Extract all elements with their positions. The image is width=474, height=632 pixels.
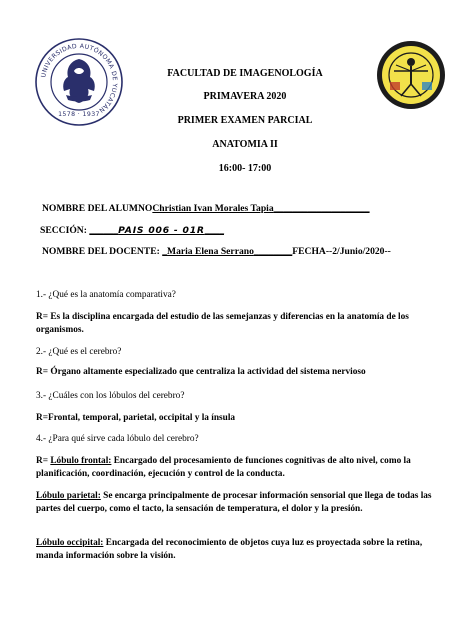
seal-year: 1578 · 1937: [58, 111, 100, 118]
answer-3: R=Frontal, temporal, parietal, occipital y la ínsula: [36, 413, 236, 423]
answer-4-frontal: R= Lóbulo frontal: Encargado del procesamiento de funciones cognitivas de alto nivel, como la planificación, coordinación, ejecución y control de la conducta.: [36, 456, 411, 479]
teacher-line: [42, 246, 391, 257]
question-4: 4.- ¿Para qué sirve cada lóbulo del cerebro?: [36, 434, 199, 444]
student-name-line: [42, 203, 370, 214]
exam-title: PRIMER EXAMEN PARCIAL: [177, 115, 313, 126]
term-frontal: Lóbulo frontal:: [50, 456, 112, 466]
term-title: PRIMAVERA 2020: [203, 91, 287, 102]
question-1: 1.- ¿Qué es la anatomía comparativa?: [36, 290, 176, 300]
term-parietal: Lóbulo parietal:: [36, 491, 101, 501]
exam-time: 16:00- 17:00: [218, 163, 272, 174]
seal-ring-text: UNIVERSIDAD AUTÓNOMA DE YUCATÁN: [40, 42, 119, 114]
answer-1: R= Es la disciplina encargada del estudio de las semejanzas y diferencias en la anatomía de los organismos.: [36, 312, 409, 335]
question-3: 3.- ¿Cuáles con los lóbulos del cerebro?: [36, 391, 185, 401]
teacher-value: _Maria Elena Serrano________: [162, 246, 293, 257]
section-label: SECCIÓN:: [40, 225, 87, 236]
section-value: ______PAIS 006 - 01R____: [89, 225, 224, 236]
subject-title: ANATOMIA II: [212, 139, 278, 150]
faculty-title: FACULTAD DE IMAGENOLOGÍA: [167, 68, 323, 79]
university-seal-logo: [34, 37, 124, 127]
student-name-label: NOMBRE DEL ALUMNO: [42, 203, 153, 214]
faculty-logo: [376, 40, 446, 110]
teacher-label: NOMBRE DEL DOCENTE:: [42, 246, 160, 257]
answer-4-parietal: Lóbulo parietal: Se encarga principalmente de procesar información sensorial que llega de todas las partes del cuerpo, como el tacto, la sensación de temperatura, el dolor y la presión.: [36, 491, 432, 514]
term-occipital: Lóbulo occipital:: [36, 538, 104, 548]
section-line: [40, 225, 224, 236]
answer-2: R= Órgano altamente especializado que centraliza la actividad del sistema nervioso: [36, 367, 366, 377]
date-field: FECHA--2/Junio/2020--: [292, 246, 391, 257]
student-name-value: Christian Ivan Morales Tapia____________________: [152, 203, 370, 214]
answer-4-occipital: Lóbulo occipital: Encargada del reconocimiento de objetos cuya luz es proyectada sobre la retina, manda información sobre la visión.: [36, 538, 423, 561]
question-2: 2.- ¿Qué es el cerebro?: [36, 347, 122, 357]
